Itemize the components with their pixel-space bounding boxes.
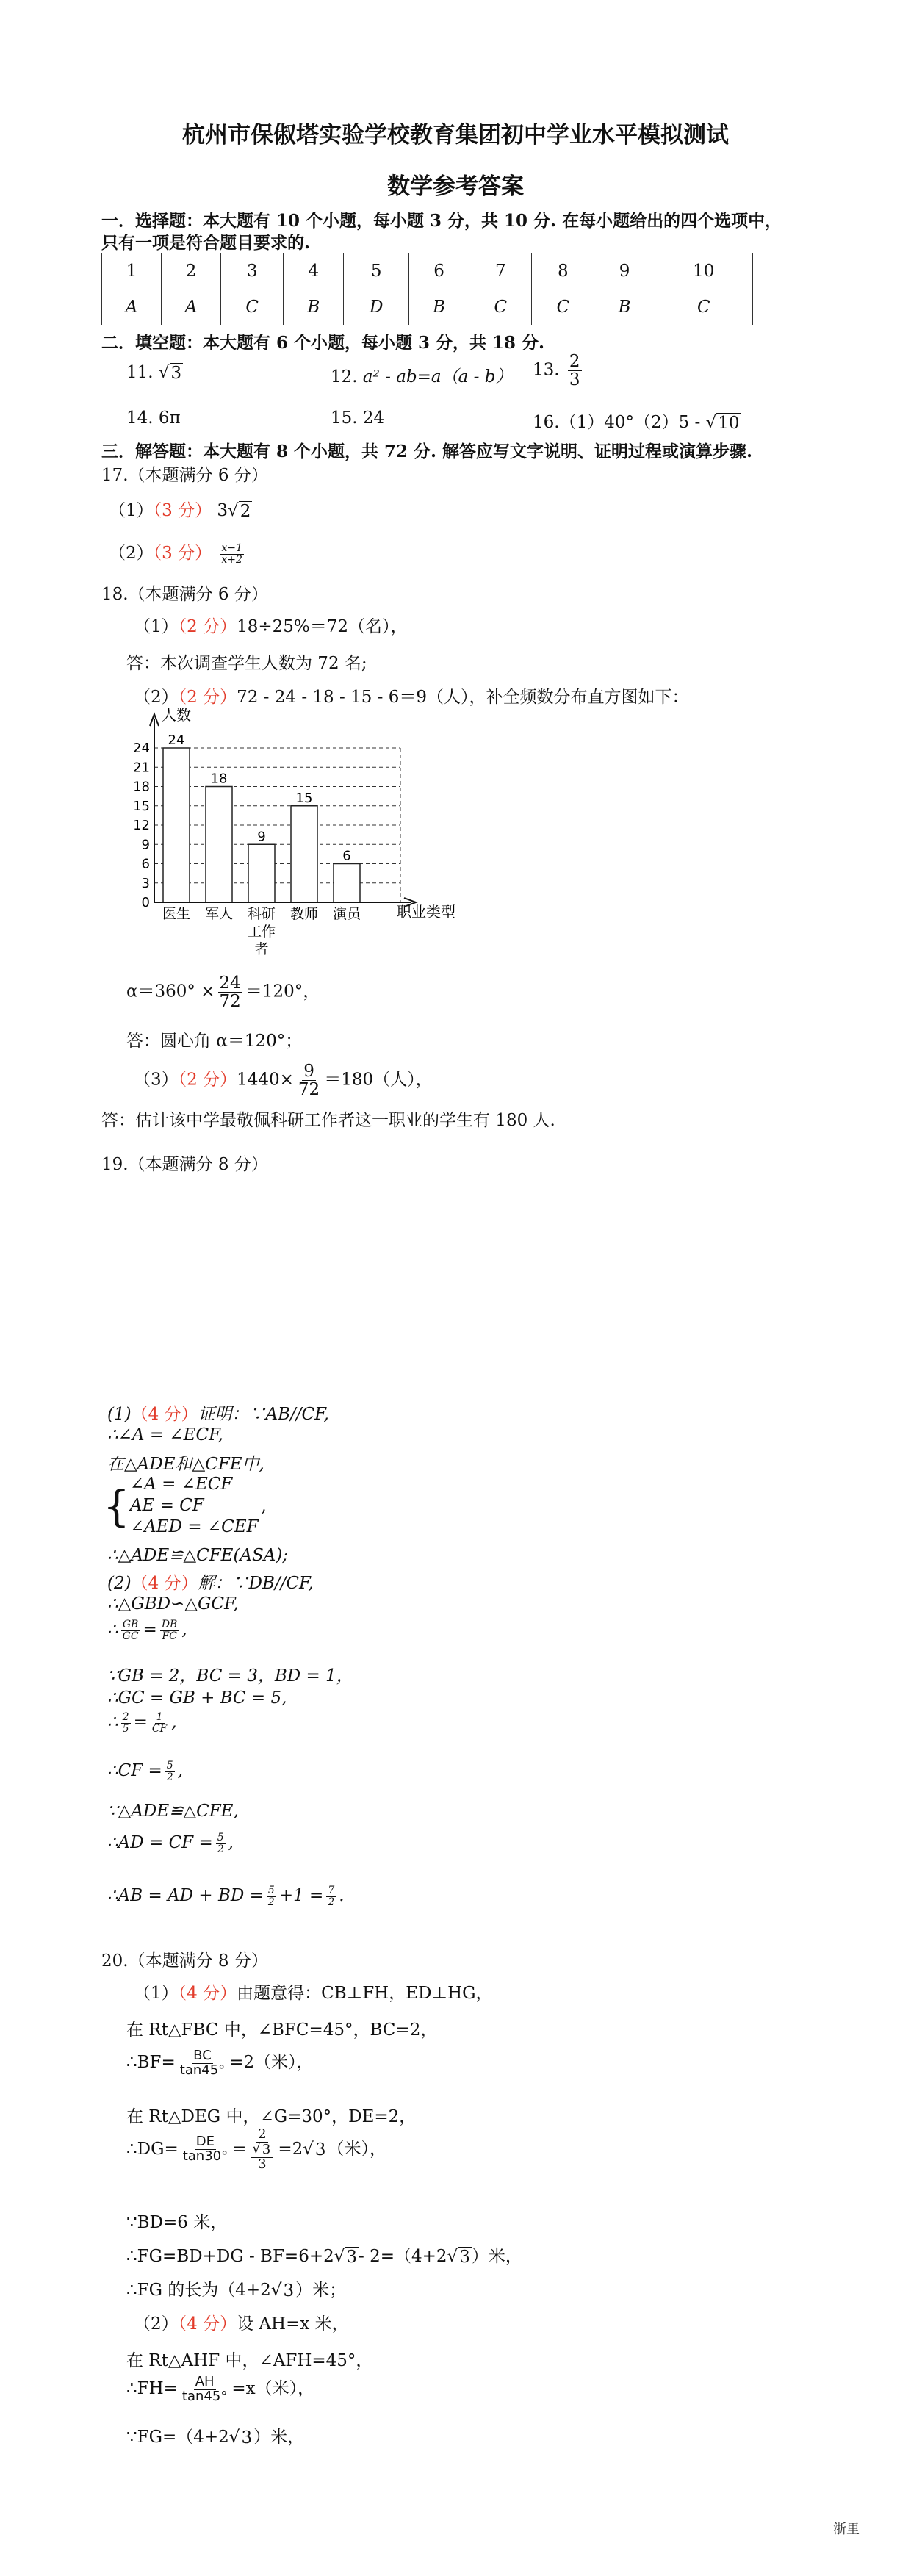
q18-p1-label: （1） <box>134 617 179 636</box>
q18-p2-score: （2 分） <box>178 688 237 707</box>
chart-y-tick-label: 18 <box>133 779 150 795</box>
q18-p3-answer: 答：估计该中学最敬佩科研工作者这一职业的学生有 180 人. <box>101 1111 555 1130</box>
q11-label: 11. <box>126 363 154 382</box>
q17-p2-score: （3 分） <box>153 544 212 563</box>
q-number: 9 <box>594 253 655 289</box>
q19-f4-frac <box>216 1832 226 1854</box>
q20-p2-score: （4 分） <box>178 2314 237 2334</box>
q20-dg-d2: 3 <box>262 2141 271 2157</box>
q20-fg3 <box>126 2423 304 2447</box>
q18-alpha-num: 24 <box>219 974 241 993</box>
chart-category-label: 者 <box>254 941 269 957</box>
q19-f1-b-den: FC <box>162 1630 177 1642</box>
q20-line1: 在 Rt△FBC 中，∠BFC=45°，BC=2， <box>126 2021 438 2040</box>
q19-line4: ∴△GBD∽△GCF, <box>107 1594 239 1613</box>
q20-dg-frac2 <box>249 2128 275 2172</box>
chart-category-label: 科研 <box>247 906 276 922</box>
page-subtitle: 数学参考答案 <box>387 173 524 200</box>
q18-p2-label: （2） <box>134 688 179 707</box>
chart-y-tick-label: 24 <box>133 741 150 756</box>
q19-f3-num: 5 <box>166 1760 173 1771</box>
q-number: 10 <box>655 253 752 289</box>
q19-f3-den: 2 <box>166 1771 173 1783</box>
page-title: 杭州市保俶塔实验学校教育集团初中学业水平模拟测试 <box>182 122 729 148</box>
q20-dg-sqrt: √ 3 <box>303 2139 326 2159</box>
q20-fg2-end: ）米； <box>295 2281 347 2300</box>
q20-part1 <box>134 1979 493 2004</box>
q19-f3-frac <box>165 1760 175 1782</box>
q19-ratio1 <box>107 1619 187 1641</box>
q20-fg-rad2: 3 <box>459 2248 470 2267</box>
q19-f4-end: , <box>228 1833 234 1853</box>
q19-f2-end: , <box>171 1713 177 1733</box>
q-number: 3 <box>221 253 284 289</box>
q19-part2 <box>107 1569 314 1594</box>
q17-p1-score: （3 分） <box>153 501 212 520</box>
chart-y-axis-label: 人数 <box>162 706 191 724</box>
chart-y-tick-label: 15 <box>133 798 150 814</box>
q20-fg <box>126 2242 522 2267</box>
chart-y-tick-label: 0 <box>141 895 150 910</box>
q-answer: B <box>284 289 344 325</box>
q19-line6: ∴GC = GB + BC = 5, <box>107 1688 287 1708</box>
q20-fg-pre: ∴FG=BD+DG - BF=6+2 <box>126 2247 334 2266</box>
chart-y-tick-label: 3 <box>141 875 150 891</box>
q20-fh-den: tan45° <box>181 2388 228 2404</box>
q19-f5-b-den: 2 <box>328 1896 335 1908</box>
q20-fg-length <box>126 2276 346 2300</box>
q20-fg-end: ）米， <box>471 2247 522 2266</box>
q20-p2-text: 设 AH=x 米， <box>237 2314 349 2334</box>
q19-f2-b <box>151 1712 168 1734</box>
chart-bar-value-label: 15 <box>295 790 313 806</box>
chart-category-label: 医生 <box>162 906 191 922</box>
q19-p1-text: 证明：∵AB//CF, <box>198 1405 329 1424</box>
q19-f5-a-den: 2 <box>267 1896 275 1908</box>
chart-bar <box>334 864 360 903</box>
q19-f4-num: 5 <box>217 1832 224 1843</box>
q19-cond2: AE = CF <box>129 1496 204 1515</box>
q-answer: B <box>409 289 469 325</box>
q-answer: C <box>469 289 532 325</box>
q19-f3-end: , <box>177 1761 184 1781</box>
section1-heading: 一．选择题：本大题有 10 个小题，每小题 3 分，共 10 分. 在每小题给出的四个选项中， <box>101 211 782 231</box>
q18-p3-num: 9 <box>303 1062 314 1081</box>
q20-bf-frac <box>179 2049 226 2078</box>
q20-fg3-end: ）米， <box>253 2428 305 2447</box>
section2-heading: 二．填空题：本大题有 6 个小题，每小题 3 分，共 18 分. <box>101 333 545 353</box>
q19-cf <box>107 1760 183 1782</box>
q14-text: 6π <box>158 409 181 428</box>
q-answer: D <box>344 289 409 325</box>
q-answer: C <box>655 289 752 325</box>
q19-f2-b-num: 1 <box>156 1711 163 1723</box>
q17-p1-sqrt: √ 2 <box>228 501 251 521</box>
chart-category-label: 演员 <box>332 906 361 922</box>
q-answer: A <box>102 289 162 325</box>
q19-f2-a-den: 5 <box>122 1722 129 1735</box>
q17-p1-label: （1） <box>109 501 154 520</box>
q20-fg-mid: - 2=（4+2 <box>359 2247 447 2266</box>
q15-text: 24 <box>362 409 385 428</box>
section1-heading-line2: 只有一项是符合题目要求的. <box>101 233 311 253</box>
q20-dg-end: （米）， <box>327 2139 387 2159</box>
q19-line1: ∴∠A = ∠ECF, <box>107 1425 223 1444</box>
q19-ratio2 <box>107 1712 177 1734</box>
q14-label: 14. <box>126 409 154 428</box>
q16-sqrt: √ 10 <box>705 413 740 433</box>
frequency-histogram <box>110 704 522 961</box>
q19-f4-den: 2 <box>217 1843 224 1855</box>
q20-bf-den: tan45° <box>179 2062 226 2078</box>
q19-f2-b-den: CF <box>151 1722 168 1735</box>
q19-f5-mid: +1 = <box>278 1886 324 1906</box>
q19-f1-b-num: DB <box>161 1619 178 1630</box>
q20-dg <box>126 2128 386 2172</box>
q14-answer <box>126 409 181 428</box>
q20-p1-label: （1） <box>134 1984 179 2003</box>
q18-alpha-den: 72 <box>219 992 241 1012</box>
q20-bf-pre: ∴BF= <box>126 2053 176 2072</box>
q-answer: C <box>532 289 594 325</box>
q-number: 7 <box>469 253 532 289</box>
q-answer: A <box>162 289 221 325</box>
q19-f1-end: , <box>181 1620 187 1640</box>
q19-system <box>103 1474 267 1538</box>
q13-denominator: 3 <box>569 370 580 390</box>
q17-p2-denominator: x+2 <box>221 553 242 566</box>
q20-dg-d2b: 3 <box>258 2156 267 2172</box>
q20-fg3-rad: 3 <box>241 2428 253 2447</box>
q20-p1-text: 由题意得：CB⊥FH，ED⊥HG， <box>237 1984 493 2003</box>
q20-line3: ∵BD=6 米， <box>126 2213 228 2232</box>
q20-fg2-pre: ∴FG 的长为（4+2 <box>126 2281 271 2300</box>
chart-x-axis-label: 职业类型 <box>397 903 455 921</box>
q20-fh <box>126 2375 314 2403</box>
q13-answer <box>533 353 585 389</box>
q19-p1-label: (1) <box>107 1405 132 1424</box>
chart-y-tick-label: 6 <box>141 856 150 872</box>
q11-radicand: 3 <box>170 364 182 383</box>
q20-fg-sqrt: √ 3 <box>334 2247 358 2267</box>
q19-p2-label: (2) <box>107 1574 132 1593</box>
q16-text: 16.（1）40°（2）5 - <box>533 413 701 432</box>
q18-p3-label: （3） <box>134 1070 179 1090</box>
q12-text: a² - ab=a（a - b） <box>362 367 513 386</box>
q20-dg-eq: = <box>232 2139 247 2159</box>
q19-f1-pre: ∴ <box>107 1620 118 1640</box>
q19-f1-a-den: GC <box>122 1630 139 1642</box>
q20-fg-sqrt2: √ 3 <box>447 2247 470 2267</box>
q20-dg-eq2: =2 <box>278 2139 303 2159</box>
q20-dg-rad: 3 <box>314 2140 326 2159</box>
q18-alpha-rhs: ＝120°， <box>245 982 320 1001</box>
q20-dg-num: DE <box>195 2134 215 2150</box>
chart-bar-value-label: 9 <box>257 829 266 845</box>
chart-bar <box>206 787 232 903</box>
q19-f5-b <box>326 1885 336 1907</box>
chart-bar <box>291 806 317 902</box>
q20-fg3-sqrt: √ 3 <box>228 2428 253 2447</box>
q19-line7: ∵△ADE≌△CFE, <box>107 1802 239 1821</box>
q20-fh-end: =x（米）， <box>231 2379 315 2398</box>
q20-bf-end: =2（米）， <box>229 2053 314 2072</box>
q18-alpha-lhs: α＝360° × <box>126 982 215 1001</box>
q20-fg3-pre: ∵FG=（4+2 <box>126 2428 229 2447</box>
chart-y-tick-label: 21 <box>133 760 150 776</box>
q20-bf-num: BC <box>193 2047 212 2063</box>
q17-part2 <box>109 539 247 565</box>
chart-category-label: 工作 <box>247 924 276 940</box>
q19-f2-pre: ∴ <box>107 1713 118 1733</box>
q20-part2 <box>134 2310 349 2334</box>
q19-ad <box>107 1832 234 1854</box>
q18-p3-den: 72 <box>298 1080 320 1100</box>
q15-label: 15. <box>331 409 358 428</box>
q18-alpha-fraction <box>218 974 242 1010</box>
question-number-row <box>102 253 753 289</box>
q-number: 6 <box>409 253 469 289</box>
q19-heading: 19.（本题满分 8 分） <box>101 1155 268 1174</box>
q19-f5-b-num: 7 <box>328 1885 335 1896</box>
q19-f5-a-num: 5 <box>267 1885 275 1896</box>
q20-dg-n2: 2 <box>258 2126 267 2142</box>
q-number: 2 <box>162 253 221 289</box>
q18-p1-score: （2 分） <box>178 617 237 636</box>
q20-fg2-sqrt: √ 3 <box>270 2281 295 2300</box>
q20-dg-frac <box>181 2135 229 2164</box>
q20-dg-d2-wrap: √ 3 3 <box>249 2143 275 2172</box>
q11-answer <box>126 363 183 383</box>
answer-row <box>102 289 753 325</box>
q19-f5-pre: ∴AB = AD + BD = <box>107 1886 264 1906</box>
chart-y-tick-label: 9 <box>141 837 150 853</box>
q20-fh-num: AH <box>195 2373 215 2389</box>
q17-heading: 17.（本题满分 6 分） <box>101 466 268 485</box>
q20-line2: 在 Rt△DEG 中，∠G=30°，DE=2， <box>126 2107 417 2126</box>
q19-f3-pre: ∴CF = <box>107 1761 162 1781</box>
chart-bar <box>163 748 190 902</box>
q19-line3: ∴△ADE≌△CFE(ASA); <box>107 1546 289 1565</box>
chart-bar-value-label: 24 <box>168 733 185 748</box>
q19-p2-text: 解：∵DB//CF, <box>198 1574 314 1593</box>
q13-fraction <box>568 353 582 389</box>
q19-f1-a <box>121 1619 140 1641</box>
q-number: 5 <box>344 253 409 289</box>
q17-p1-radicand: 2 <box>240 502 251 521</box>
q20-heading: 20.（本题满分 8 分） <box>101 1951 268 1971</box>
q12-answer <box>331 363 512 387</box>
q20-line4: 在 Rt△AHF 中，∠AFH=45°， <box>126 2351 373 2370</box>
q18-alpha-line <box>126 974 320 1010</box>
chart-category-label: 军人 <box>204 906 234 922</box>
chart-y-tick-label: 12 <box>133 818 150 833</box>
q19-f1-a-num: GB <box>122 1619 139 1630</box>
chart-category-label: 教师 <box>289 906 319 922</box>
q20-fg-rad: 3 <box>346 2248 358 2267</box>
q18-p3-score: （2 分） <box>178 1070 237 1090</box>
q17-p1-coef: 3 <box>217 501 228 520</box>
chart-bar-value-label: 18 <box>210 771 228 787</box>
page-footer: 浙里 <box>833 2522 860 2537</box>
q19-f5-end: . <box>339 1886 345 1906</box>
q13-numerator: 2 <box>569 352 580 371</box>
q18-p3-lhs: 1440× <box>237 1070 294 1090</box>
q-number: 8 <box>532 253 594 289</box>
chart-bar <box>248 844 275 902</box>
q16-answer <box>533 409 741 433</box>
q19-p1-score: （4 分） <box>131 1405 198 1424</box>
q18-p1-answer: 答：本次调查学生人数为 72 名; <box>126 654 367 673</box>
q19-part1 <box>107 1400 329 1425</box>
q20-fh-pre: ∴FH= <box>126 2379 178 2398</box>
q18-p3-fraction <box>297 1062 321 1098</box>
chart-bar-value-label: 6 <box>342 848 351 864</box>
q20-bf <box>126 2048 314 2077</box>
q19-p2-score: （4 分） <box>131 1574 198 1593</box>
q18-part1 <box>134 613 408 637</box>
q19-ab <box>107 1885 345 1907</box>
q-answer: B <box>594 289 655 325</box>
q19-f1-eq: = <box>143 1620 157 1640</box>
q18-p1-text: 18÷25%＝72（名）， <box>237 617 408 636</box>
q17-part1 <box>109 497 252 521</box>
q17-p2-label: （2） <box>109 544 154 563</box>
q19-brace: { <box>103 1481 130 1531</box>
q19-f4-pre: ∴AD = CF = <box>107 1833 213 1853</box>
q19-f2-a-num: 2 <box>122 1711 129 1723</box>
q20-dg-den: tan30° <box>182 2148 228 2165</box>
q18-p3-rhs: ＝180（人）， <box>324 1070 433 1090</box>
q19-f1-b <box>160 1619 179 1641</box>
q20-dg-pre: ∴DG= <box>126 2139 179 2159</box>
q-number: 1 <box>102 253 162 289</box>
q20-p1-score: （4 分） <box>178 1984 237 2003</box>
q19-system-end: , <box>261 1496 267 1516</box>
q17-p2-numerator: x−1 <box>221 542 242 554</box>
q19-f2-eq: = <box>133 1713 148 1733</box>
q20-fg2-rad: 3 <box>283 2281 295 2300</box>
q19-f5-a <box>267 1885 276 1907</box>
choice-answer-table <box>101 253 753 325</box>
q19-cond3: ∠AED = ∠CEF <box>129 1517 259 1536</box>
q20-p2-label: （2） <box>134 2314 179 2334</box>
q16-radicand: 10 <box>718 414 740 433</box>
q12-label: 12. <box>331 367 358 386</box>
q17-p2-fraction <box>220 543 244 565</box>
q11-sqrt: √ 3 <box>158 363 182 383</box>
q19-line2: 在△ADE和△CFE中, <box>107 1455 264 1474</box>
q19-line5: ∵GB = 2，BC = 3，BD = 1， <box>107 1666 353 1685</box>
q20-fh-frac <box>181 2375 228 2404</box>
q-answer: C <box>221 289 284 325</box>
q19-cond1: ∠A = ∠ECF <box>129 1475 233 1494</box>
q-number: 4 <box>284 253 344 289</box>
q18-heading: 18.（本题满分 6 分） <box>101 585 268 604</box>
section3-heading: 三．解答题：本大题有 8 个小题，共 72 分. 解答应写文字说明、证明过程或演算步骤. <box>101 442 753 461</box>
q18-p2-text: 72 - 24 - 18 - 15 - 6＝9（人），补全频数分布直方图如下： <box>237 688 689 707</box>
q19-f2-a <box>121 1712 131 1734</box>
q13-label: 13. <box>533 360 560 380</box>
q15-answer <box>331 409 384 428</box>
q18-part3 <box>134 1062 433 1098</box>
q18-alpha-answer: 答：圆心角 α＝120°； <box>126 1032 303 1051</box>
